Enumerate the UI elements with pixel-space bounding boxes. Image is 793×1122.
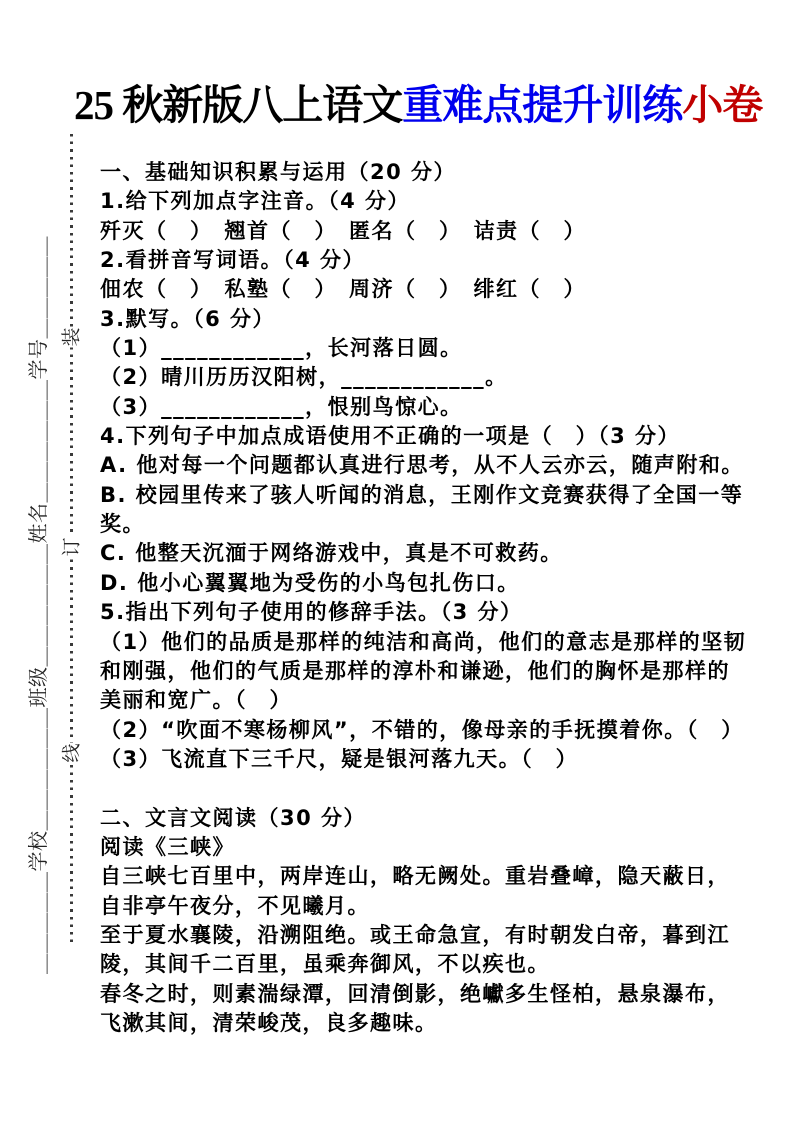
blank-line xyxy=(100,774,780,803)
question-3-blank-3: （3）____________，恨别鸟惊心。 xyxy=(100,394,463,419)
question-3: 3.默写。（6 分） xyxy=(100,306,276,331)
passage-line-3: 至于夏水襄陵，沿溯阻绝。或王命急宣，有时朝发白帝，暮到江 xyxy=(100,922,730,947)
passage-line-2: 自非亭午夜分，不见曦月。 xyxy=(100,893,370,918)
question-1: 1.给下列加点字注音。（4 分） xyxy=(100,189,411,214)
question-3-blank-1: （1）____________，长河落日圆。 xyxy=(100,336,463,361)
question-2-items: 佃农（ ） 私塾（ ） 周济（ ） 绯红（ ） xyxy=(100,277,586,302)
question-5-item-1-wrap-a: 和刚强，他们的气质是那样的淳朴和谦逊，他们的胸怀是那样的 xyxy=(100,658,730,683)
binding-char-zhuang: 装 xyxy=(57,326,86,347)
question-4-option-c: C. 他整天沉湎于网络游戏中，真是不可救药。 xyxy=(100,541,563,566)
title-segment-black: 25 秋新版八上语文 xyxy=(74,82,403,128)
reading-passage-title: 阅读《三峡》 xyxy=(100,834,235,859)
passage-line-6: 飞漱其间，清荣峻茂，良多趣味。 xyxy=(100,1010,438,1035)
page-title xyxy=(74,72,762,131)
student-info-fields: ＿＿＿＿＿学校＿＿＿＿＿＿班级＿＿＿＿＿＿姓名＿＿＿＿＿＿学号＿＿＿＿＿ xyxy=(28,236,50,974)
passage-line-5: 春冬之时，则素湍绿潭，回清倒影，绝巘多生怪柏，悬泉瀑布， xyxy=(100,981,730,1006)
binding-char-ding: 订 xyxy=(57,536,86,557)
passage-line-4: 陵，其间千二百里，虽乘奔御风，不以疾也。 xyxy=(100,952,550,977)
question-5-item-3: （3）飞流直下三千尺，疑是银河落九天。（ ） xyxy=(100,746,579,771)
exam-body xyxy=(100,158,780,1038)
title-segment-blue: 重难点提升训练 xyxy=(402,82,683,128)
binding-char-xian: 线 xyxy=(57,742,86,763)
question-2: 2.看拼音写词语。（4 分） xyxy=(100,248,366,273)
binding-dotted-line xyxy=(61,134,82,946)
question-4: 4.下列句子中加点成语使用不正确的一项是（ ）（3 分） xyxy=(100,424,681,449)
question-5: 5.指出下列句子使用的修辞手法。（3 分） xyxy=(100,600,523,625)
section-1-heading: 一、基础知识积累与运用（20 分） xyxy=(100,160,457,184)
passage-line-1: 自三峡七百里中，两岸连山，略无阙处。重岩叠嶂，隐天蔽日， xyxy=(100,864,730,889)
title-segment-red: 小卷 xyxy=(682,82,763,128)
question-1-items: 歼灭（ ） 翘首（ ） 匿名（ ） 诘责（ ） xyxy=(100,218,586,243)
question-5-item-1-wrap-b: 美丽和宽广。（ ） xyxy=(100,688,292,713)
question-5-item-1: （1）他们的品质是那样的纯洁和高尚，他们的意志是那样的坚韧 xyxy=(100,629,747,654)
question-4-option-b: B. 校园里传来了骇人听闻的消息，王刚作文竞赛获得了全国一等 xyxy=(100,482,744,507)
question-3-blank-2: （2）晴川历历汉阳树，____________。 xyxy=(100,365,508,390)
question-4-option-d: D. 他小心翼翼地为受伤的小鸟包扎伤口。 xyxy=(100,570,520,595)
question-4-option-a: A. 他对每一个问题都认真进行思考，从不人云亦云，随声附和。 xyxy=(100,453,744,478)
question-4-option-b-wrap: 奖。 xyxy=(100,512,145,537)
section-2-heading: 二、文言文阅读（30 分） xyxy=(100,805,367,830)
question-5-item-2: （2）“吹面不寒杨柳风”，不错的，像母亲的手抚摸着你。（ ） xyxy=(100,717,744,742)
